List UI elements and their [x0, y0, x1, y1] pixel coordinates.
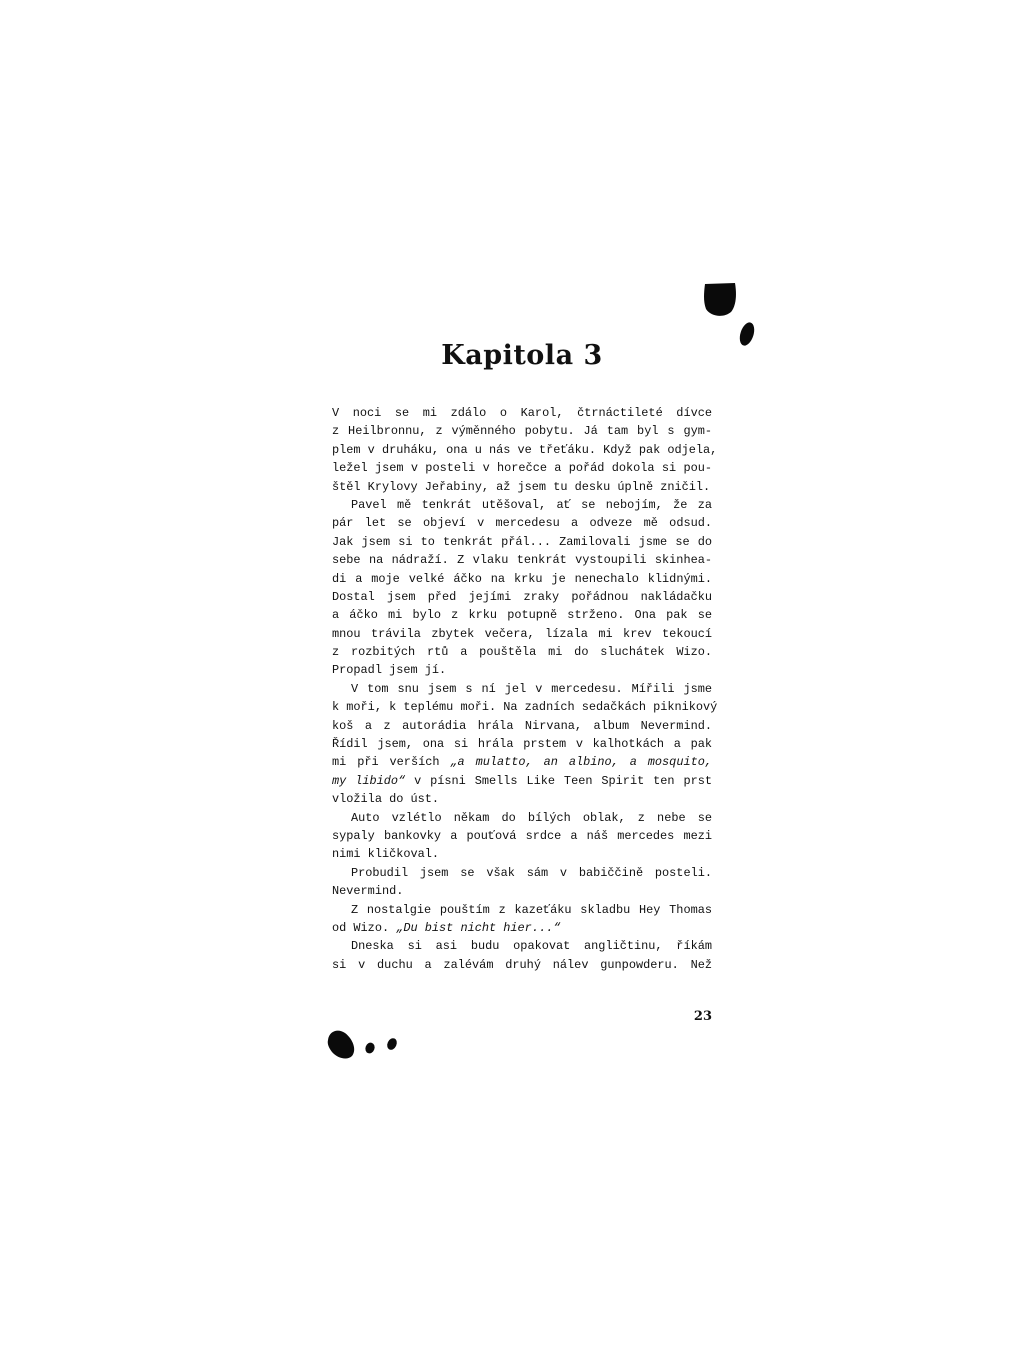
text-line: di a moje velké áčko na krku je nenechalo klidnými. — [332, 571, 712, 586]
text-line: plem v druháku, ona u nás ve třeťáku. Když pak odjela, — [332, 442, 718, 457]
text-line: ležel jsem v posteli v horečce a pořád dokola si pou- — [332, 461, 712, 476]
text-line: sypaly bankovky a pouťová srdce a náš mercedes mezi — [332, 828, 712, 843]
chapter-body-text — [332, 404, 718, 974]
text-line: Jak jsem si to tenkrát přál... Zamilovali jsme se do — [332, 534, 712, 549]
text-line — [332, 919, 712, 937]
text-line: Dostal jsem před jejími zraky pořádnou nakládačku — [332, 589, 712, 604]
text-line: Z nostalgie pouštím z kazeťáku skladbu Hey Thomas — [351, 902, 712, 917]
text-line: k moři, k teplému moři. Na zadních sedačkách piknikový — [332, 700, 718, 715]
text-line: Auto vzlétlo někam do bílých oblak, z nebe se — [351, 810, 712, 825]
text-segment: od Wizo. — [332, 920, 397, 935]
ink-blot-bottom-medium — [364, 1041, 376, 1054]
chapter-title: Kapitola 3 — [441, 340, 603, 371]
text-line: V tom snu jsem s ní jel v mercedesu. Mířili jsme — [351, 681, 712, 696]
text-line: z Heilbronnu, z výměnného pobytu. Já tam byl s gym- — [332, 424, 712, 439]
italic-quote: my libido“ — [332, 773, 406, 788]
text-line: V noci se mi zdálo o Karol, čtrnáctileté dívce — [332, 406, 712, 420]
text-line — [332, 753, 712, 771]
text-segment: v písni Smells Like Teen Spirit ten prst — [405, 773, 713, 788]
text-line: Pavel mě tenkrát utěšoval, ať se nebojím, že za — [351, 497, 712, 512]
page-number: 23 — [693, 1009, 712, 1024]
text-line: mnou trávila zbytek večera, lízala mi krev tekoucí — [332, 626, 712, 641]
text-line: štěl Krylovy Jeřabiny, až jsem tu desku úplně zničil. — [332, 479, 711, 494]
ink-blot-bottom-large — [328, 1031, 354, 1059]
ink-blot-bottom-small — [385, 1037, 398, 1052]
italic-quote: „Du bist nicht hier...“ — [396, 920, 561, 935]
ink-blot-top-large — [704, 283, 736, 316]
text-line: Nevermind. — [332, 884, 404, 899]
text-line: nimi kličkoval. — [332, 847, 440, 862]
text-segment: mi při verších — [332, 755, 451, 770]
text-line: Řídil jsem, ona si hrála prstem v kalhotkách a pak — [332, 737, 712, 752]
text-line: vložila do úst. — [332, 792, 440, 807]
text-line: koš a z autorádia hrála Nirvana, album Nevermind. — [332, 718, 712, 733]
italic-quote: „a mulatto, an albino, a mosquito, — [450, 755, 712, 770]
text-line: Propadl jsem jí. — [332, 663, 447, 678]
text-line: Dneska si asi budu opakovat angličtinu, říkám — [351, 939, 712, 954]
text-line: z rozbitých rtů a pouštěla mi do sluchátek Wizo. — [332, 645, 712, 660]
ink-blot-top-small — [737, 321, 757, 348]
text-line: a áčko mi bylo z krku potupně strženo. Ona pak se — [332, 608, 712, 623]
text-line: sebe na nádraží. Z vlaku tenkrát vystoupili skinhea- — [332, 553, 712, 568]
text-line: pár let se objeví v mercedesu a odveze mě odsud. — [332, 516, 712, 531]
text-line — [332, 772, 712, 790]
text-line: Probudil jsem se však sám v babiččině posteli. — [351, 865, 712, 880]
text-line: si v duchu a zalévám druhý nálev gunpowderu. Než — [332, 957, 712, 972]
